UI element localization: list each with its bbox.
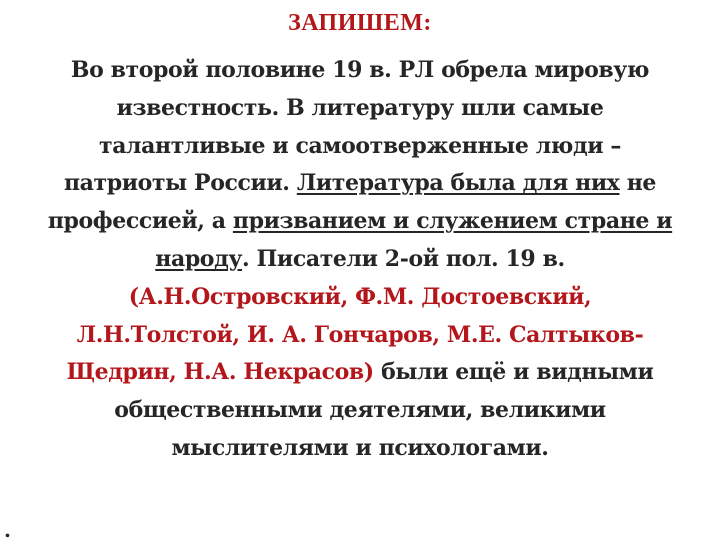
bullet-dot: . xyxy=(4,518,11,542)
paragraph-line: известность. В литературу шли самые xyxy=(116,94,604,121)
paragraph-line: профессией, а xyxy=(47,208,233,235)
paragraph-line: общественными деятелями, великими xyxy=(114,397,606,424)
slide-heading: ЗАПИШЕМ: xyxy=(288,10,432,36)
paragraph-line: . Писатели 2-ой пол. 19 в. xyxy=(242,245,565,272)
paragraph-line: мыслителями и психологами. xyxy=(171,434,549,461)
underlined-phrase: Литература была для них xyxy=(296,170,620,197)
slide-paragraph xyxy=(4,52,716,468)
writers-list: Л.Н.Толстой, И. А. Гончаров, М.Е. Салтыков- xyxy=(76,321,644,348)
paragraph-line: патриоты России. xyxy=(63,170,297,197)
paragraph-line: талантливые и самоотверженные люди – xyxy=(98,132,622,159)
paragraph-line: Во второй половине 19 в. РЛ обрела мировую xyxy=(70,57,650,83)
paragraph-line: были ещё и видными xyxy=(373,359,654,386)
writers-list: Щедрин, Н.А. Некрасов) xyxy=(66,359,374,386)
underlined-phrase: народу xyxy=(155,245,243,272)
writers-list: (А.Н.Островский, Ф.М. Достоевский, xyxy=(128,283,592,310)
underlined-phrase: призванием и служением стране и xyxy=(232,208,673,235)
paragraph-line: не xyxy=(619,170,657,197)
